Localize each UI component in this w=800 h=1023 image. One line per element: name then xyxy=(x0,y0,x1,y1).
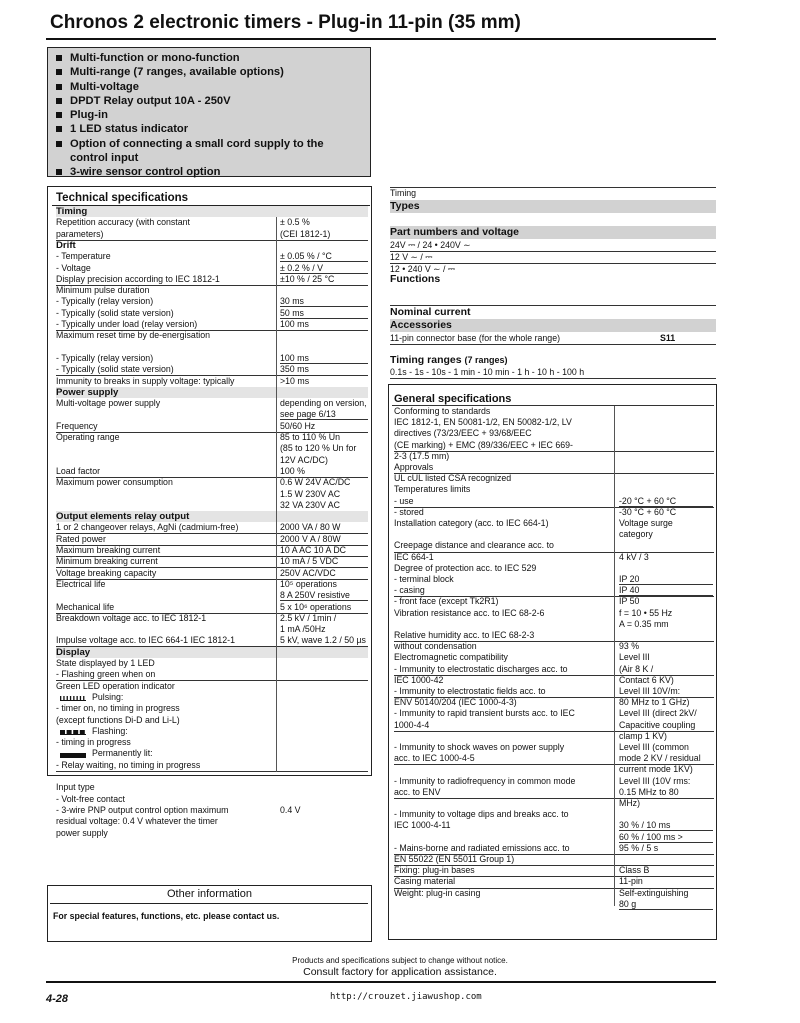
spec-value: Self-extinguishing xyxy=(619,887,689,898)
spec-row xyxy=(56,330,368,341)
spec-row xyxy=(394,887,714,898)
other-information-text: For special features, functions, etc. please contact us. xyxy=(53,911,280,921)
page-title: Chronos 2 electronic timers - Plug-in 11-pin (35 mm) xyxy=(50,12,521,33)
types-heading: Types xyxy=(390,200,716,213)
spec-value: see page 6/13 xyxy=(280,409,368,420)
spec-value: (CEI 1812-1) xyxy=(280,228,331,239)
spec-row xyxy=(56,342,368,353)
spec-value: 30 ms xyxy=(280,296,368,307)
spec-label: Maximum reset time by de-energisation xyxy=(56,330,211,341)
spec-label: Minimum breaking current xyxy=(56,556,158,567)
spec-row xyxy=(394,798,714,808)
voltage-option: 12 V ∼ / ⎓ xyxy=(390,252,716,264)
spec-label: - Typically (relay version) xyxy=(56,352,154,363)
spec-label: Load factor xyxy=(56,465,101,476)
spec-label: - Temperature xyxy=(56,251,111,262)
spec-label: Input type xyxy=(56,782,95,793)
spec-value: -30 °C + 60 °C xyxy=(619,506,677,517)
spec-label: Fixing: plug-in bases xyxy=(394,865,475,876)
spec-value: A = 0.35 mm xyxy=(619,618,669,629)
spec-label: Creepage distance and clearance acc. to xyxy=(394,540,554,551)
spec-row xyxy=(56,579,368,590)
spec-value: 32 VA 230V AC xyxy=(280,499,340,510)
spec-label: IEC 664-1 xyxy=(394,551,434,562)
spec-value: 85 to 110 % Un xyxy=(280,432,340,442)
spec-row xyxy=(56,794,368,805)
spec-row xyxy=(56,522,368,534)
column-divider xyxy=(276,217,277,772)
spec-label: Minimum pulse duration xyxy=(56,285,150,296)
technical-specifications-title: Technical specifications xyxy=(56,192,189,204)
spec-value: Level III (10V rms: xyxy=(619,775,691,786)
spec-row xyxy=(56,669,368,681)
spec-label: - Immunity to voltage dips and breaks acc. to xyxy=(394,809,569,820)
spec-label: EN 55022 (EN 55011 Group 1) xyxy=(394,854,515,864)
spec-row xyxy=(394,865,714,876)
spec-value: 10 mA / 5 VDC xyxy=(280,556,339,567)
spec-value: category xyxy=(619,529,653,540)
timing-ranges-values: 0.1s - 1s - 10s - 1 min - 10 min - 1 h - 10 h - 100 h xyxy=(390,367,716,379)
spec-label: Output elements relay output xyxy=(56,511,190,523)
spec-label: directives (73/23/EEC + 93/68/EEC xyxy=(394,428,532,439)
spec-row xyxy=(56,353,368,364)
spec-label: IEC 1812-1, EN 50081-1/2, EN 50082-1/2, LV xyxy=(394,417,572,428)
spec-value: 100 ms xyxy=(280,319,309,329)
spec-label: - Immunity to shock waves on power supply xyxy=(394,742,565,752)
spec-label: - front face (except Tk2R1) xyxy=(394,596,499,607)
spec-row xyxy=(56,658,368,669)
spec-row xyxy=(56,556,368,568)
accessory-description: 11-pin connector base (for the whole range) xyxy=(390,333,561,343)
spec-row xyxy=(56,602,368,614)
spec-label: Electromagnetic compatibility xyxy=(394,652,508,663)
spec-label: residual voltage: 0.4 V whatever the timer xyxy=(56,816,218,827)
spec-value: IP 40 xyxy=(619,585,713,596)
spec-value: Level III (common xyxy=(619,742,689,752)
spec-value: 2000 V A / 80W xyxy=(280,533,341,544)
title-rule xyxy=(46,38,716,40)
spec-value: ± 0.2 % / V xyxy=(280,263,368,274)
spec-row xyxy=(394,596,714,607)
spec-row xyxy=(56,489,368,500)
page-number: 4-28 xyxy=(46,993,69,1005)
spec-row xyxy=(394,764,714,775)
feature-item: Multi-function or mono-function xyxy=(54,51,364,65)
divider xyxy=(390,187,716,188)
spec-label: Immunity to breaks in supply voltage: typically xyxy=(56,375,235,386)
spec-row xyxy=(56,816,368,827)
spec-label: - timer on, no timing in progress xyxy=(56,703,180,714)
spec-row xyxy=(394,551,714,562)
spec-label: - Immunity to electrostatic discharges acc. to xyxy=(394,663,568,674)
spec-value: ± 0.5 % xyxy=(280,217,310,228)
spec-value: 4 kV / 3 xyxy=(619,551,649,562)
spec-value: 80 MHz to 1 GHz) xyxy=(619,697,690,708)
spec-value: 1.5 W 230V AC xyxy=(280,488,341,499)
spec-label: - Typically (solid state version) xyxy=(56,364,174,375)
spec-row xyxy=(56,828,368,839)
spec-row xyxy=(394,876,714,887)
spec-value: 2000 VA / 80 W xyxy=(280,522,341,533)
spec-label: 1000-4-4 xyxy=(394,719,430,730)
spec-label: UL cUL listed CSA recognized xyxy=(394,473,512,484)
spec-label: acc. to IEC 1000-4-5 xyxy=(394,753,475,764)
footer-url: http://crouzet.jiawushop.com xyxy=(330,992,482,1002)
spec-label: - Relay waiting, no timing in progress xyxy=(56,759,201,770)
spec-row xyxy=(56,251,368,262)
spec-value: Capacitive coupling xyxy=(619,719,696,730)
spec-label: Maximum breaking current xyxy=(56,545,161,555)
spec-label: - Typically under load (relay version) xyxy=(56,319,198,329)
spec-row xyxy=(56,568,368,580)
voltage-option: 12 • 240 V ∼ / ⎓ xyxy=(390,264,455,274)
feature-item: DPDT Relay output 10A - 250V xyxy=(54,94,364,108)
spec-value: 250V AC/VDC xyxy=(280,567,336,578)
spec-label: Maximum power consumption xyxy=(56,477,173,488)
spec-row xyxy=(56,296,368,307)
spec-label: - Flashing green when on xyxy=(56,669,156,680)
spec-value: mode 2 KV / residual xyxy=(619,753,701,764)
spec-row xyxy=(56,263,368,274)
spec-row xyxy=(56,624,368,635)
spec-row xyxy=(394,730,714,741)
spec-label: - Typically (relay version) xyxy=(56,296,154,307)
spec-label: - use xyxy=(394,495,414,506)
spec-label: State displayed by 1 LED xyxy=(56,658,155,668)
spec-row xyxy=(56,590,368,601)
feature-item: control input xyxy=(70,152,139,165)
spec-row xyxy=(394,697,714,708)
spec-row xyxy=(56,715,368,726)
led-solid-icon xyxy=(60,751,88,758)
spec-row xyxy=(56,692,368,703)
other-information-title: Other information xyxy=(167,888,252,900)
spec-label: Temperatures limits xyxy=(394,484,471,495)
spec-label: Rated power xyxy=(56,533,106,544)
spec-value: Level III xyxy=(619,652,650,663)
spec-row xyxy=(56,274,368,286)
feature-item: Multi-range (7 ranges, available options) xyxy=(54,65,364,79)
spec-value: Level III 10V/m: xyxy=(619,686,681,696)
spec-label: Display precision according to IEC 1812-1 xyxy=(56,273,220,284)
spec-label: - timing in progress xyxy=(56,737,131,748)
spec-value: 0.6 W 24V AC/DC xyxy=(280,477,351,488)
led-flash-icon xyxy=(60,728,88,735)
spec-label: Relative humidity acc. to IEC 68-2-3 xyxy=(394,630,535,640)
spec-value: -20 °C + 60 °C xyxy=(619,496,713,507)
spec-value: Voltage surge xyxy=(619,518,673,528)
spec-row xyxy=(56,635,368,647)
spec-label: parameters) xyxy=(56,228,104,239)
spec-label: ENV 50140/204 (IEC 1000-4-3) xyxy=(394,697,517,708)
accessory-code: S11 xyxy=(660,333,676,343)
feature-item: Option of connecting a small cord supply to the xyxy=(54,137,364,151)
spec-label: - Typically (solid state version) xyxy=(56,307,174,318)
led-pulse-icon xyxy=(60,694,88,701)
spec-label-text: Permanently lit: xyxy=(92,748,153,759)
footer-contact: Consult factory for application assistance. xyxy=(303,966,497,978)
spec-label-text: Pulsing: xyxy=(92,691,124,702)
spec-value: 0.4 V xyxy=(280,804,301,815)
spec-value: (85 to 120 % Un for xyxy=(280,443,357,454)
spec-label: - Volt-free contact xyxy=(56,793,125,804)
spec-row xyxy=(56,500,368,511)
spec-row xyxy=(56,285,368,296)
spec-value: MHz) xyxy=(619,798,641,808)
spec-label xyxy=(60,726,128,737)
spec-value: IP 50 xyxy=(619,596,640,607)
spec-row xyxy=(56,545,368,557)
spec-label xyxy=(60,748,153,759)
spec-label: Degree of protection acc. to IEC 529 xyxy=(394,562,537,573)
spec-row xyxy=(56,364,368,376)
spec-value: Level III (direct 2kV/ xyxy=(619,708,697,719)
spec-value: IP 20 xyxy=(619,574,713,585)
spec-label: Power supply xyxy=(56,386,119,398)
spec-row xyxy=(56,703,368,714)
spec-value: 10⁵ operations xyxy=(280,578,337,589)
spec-row xyxy=(56,319,368,331)
spec-label: acc. to ENV xyxy=(394,786,441,797)
spec-row xyxy=(394,674,714,685)
spec-row xyxy=(56,771,368,782)
spec-label: 2-3 (17.5 mm) xyxy=(394,450,450,461)
spec-label: - Immunity to electrostatic fields acc. to xyxy=(394,686,546,696)
spec-label: (CE marking) + EMC (89/336/EEC + IEC 669- xyxy=(394,439,573,450)
spec-label: - stored xyxy=(394,506,424,517)
spec-value: 50 ms xyxy=(280,308,368,319)
spec-value: 5 kV, wave 1.2 / 50 µs xyxy=(280,635,366,646)
spec-label: - Immunity to rapid transient bursts acc. to IEC xyxy=(394,708,575,719)
spec-row xyxy=(56,737,368,748)
spec-label xyxy=(60,692,123,703)
spec-row xyxy=(394,854,714,864)
spec-row xyxy=(56,748,368,759)
spec-value: 1 mA /50Hz xyxy=(280,624,326,635)
spec-value: 60 % / 100 ms > xyxy=(619,832,713,843)
spec-label: Repetition accuracy (with constant xyxy=(56,217,190,228)
timing-label: Timing xyxy=(390,188,417,198)
spec-row xyxy=(56,240,368,251)
spec-label: Breakdown voltage acc. to IEC 1812-1 xyxy=(56,612,207,623)
feature-item: 1 LED status indicator xyxy=(54,122,364,136)
spec-value: ± 0.05 % / °C xyxy=(280,251,368,262)
spec-row xyxy=(56,681,368,692)
spec-row xyxy=(56,477,368,488)
spec-value: 100 % xyxy=(280,465,305,476)
spec-value: 80 g xyxy=(619,899,713,910)
spec-label: Display xyxy=(56,646,91,658)
general-specifications-title: General specifications xyxy=(394,393,512,405)
spec-row xyxy=(56,760,368,772)
spec-value: >10 ms xyxy=(280,375,310,386)
spec-label: Casing material xyxy=(394,876,456,887)
spec-label: - Immunity to radiofrequency in common mode xyxy=(394,775,576,786)
spec-value: current mode 1KV) xyxy=(619,764,693,775)
timing-ranges-heading xyxy=(390,354,716,367)
spec-row xyxy=(56,726,368,737)
spec-label: power supply xyxy=(56,827,108,838)
spec-label: (except functions Di-D and Li-L) xyxy=(56,714,180,725)
spec-label: Electrical life xyxy=(56,578,106,589)
footer-note: Products and specifications subject to change without notice. xyxy=(292,956,508,965)
spec-value: depending on version, xyxy=(280,398,367,409)
spec-value: 2.5 kV / 1min / xyxy=(280,612,337,623)
spec-label: Weight: plug-in casing xyxy=(394,887,481,898)
spec-row xyxy=(56,613,368,624)
spec-row xyxy=(56,308,368,319)
spec-label: Multi-voltage power supply xyxy=(56,398,161,409)
functions-heading: Functions xyxy=(390,273,441,285)
spec-value: ±10 % / 25 °C xyxy=(280,273,335,284)
spec-label: - Voltage xyxy=(56,262,91,273)
spec-label: Mechanical life xyxy=(56,601,115,612)
spec-value: (Air 8 K / xyxy=(619,663,654,674)
column-divider xyxy=(614,406,615,906)
spec-value: Class B xyxy=(619,865,650,876)
spec-label: Approvals xyxy=(394,462,434,472)
spec-value: 350 ms xyxy=(280,364,309,375)
spec-value: 30 % / 10 ms xyxy=(619,820,713,831)
spec-label: Voltage breaking capacity xyxy=(56,567,157,578)
spec-row xyxy=(56,647,368,658)
nominal-current-heading: Nominal current xyxy=(390,306,471,318)
spec-row xyxy=(56,421,368,433)
spec-label-text: Flashing: xyxy=(92,725,128,736)
spec-row xyxy=(56,443,368,454)
spec-row xyxy=(56,466,368,478)
spec-label: Operating range xyxy=(56,432,120,442)
spec-row xyxy=(56,409,368,420)
spec-label: - Mains-borne and radiated emissions acc. to xyxy=(394,842,570,853)
spec-value: 8 A 250V resistive xyxy=(280,590,368,601)
spec-label: Green LED operation indicator xyxy=(56,680,175,691)
spec-row xyxy=(394,450,714,461)
feature-item: 3-wire sensor control option xyxy=(54,165,364,179)
spec-row xyxy=(56,376,368,388)
spec-value: 93 % xyxy=(619,641,640,652)
spec-label: IEC 1000-42 xyxy=(394,674,444,685)
spec-row xyxy=(56,534,368,546)
spec-row xyxy=(56,511,368,522)
part-numbers-heading: Part numbers and voltage xyxy=(390,226,716,239)
spec-value: 0.15 MHz to 80 xyxy=(619,786,679,797)
spec-label: without condensation xyxy=(394,641,477,652)
spec-value: 5 x 10⁶ operations xyxy=(280,601,352,612)
timing-ranges-count: (7 ranges) xyxy=(464,355,508,365)
spec-value: f = 10 • 55 Hz xyxy=(619,607,673,618)
spec-label: Installation category (acc. to IEC 664-1) xyxy=(394,518,549,528)
spec-value: 12V AC/DC) xyxy=(280,454,328,465)
spec-label: - casing xyxy=(394,585,425,596)
feature-item: Plug-in xyxy=(54,108,364,122)
spec-value: 10 A AC 10 A DC xyxy=(280,545,347,555)
features-box xyxy=(47,47,371,177)
spec-row xyxy=(394,641,714,652)
accessory-row xyxy=(390,333,716,345)
voltage-option: 24V ⎓ / 24 • 240V ∼ xyxy=(390,240,716,252)
spec-value: Contact 6 KV) xyxy=(619,674,674,685)
spec-label: Frequency xyxy=(56,420,98,431)
spec-row xyxy=(56,387,368,398)
spec-row xyxy=(56,398,368,409)
accessories-heading: Accessories xyxy=(390,319,716,332)
footer-rule xyxy=(46,981,716,983)
spec-row xyxy=(394,473,714,484)
spec-row xyxy=(56,805,368,816)
spec-value: 50/60 Hz xyxy=(280,420,316,431)
spec-value: clamp 1 KV) xyxy=(619,730,667,741)
spec-value: 11-pin xyxy=(619,876,643,887)
timing-ranges-title: Timing ranges xyxy=(390,354,462,366)
feature-item: Multi-voltage xyxy=(54,80,364,94)
spec-row xyxy=(56,217,368,228)
spec-row xyxy=(56,455,368,466)
divider xyxy=(50,903,368,904)
spec-row xyxy=(56,229,368,241)
spec-row xyxy=(56,432,368,443)
spec-row xyxy=(394,506,714,517)
spec-label: Drift xyxy=(56,239,76,251)
spec-value: 100 ms xyxy=(280,353,368,364)
spec-label: Timing xyxy=(56,206,88,217)
spec-row xyxy=(56,206,368,217)
spec-label: Conforming to standards xyxy=(394,406,491,416)
spec-label: Impulse voltage acc. to IEC 664-1 IEC 1812-1 xyxy=(56,635,235,646)
spec-label: IEC 1000-4-11 xyxy=(394,820,451,831)
spec-label: - 3-wire PNP output control option maximum xyxy=(56,804,229,815)
spec-label: Vibration resistance acc. to IEC 68-2-6 xyxy=(394,607,545,618)
spec-label: 1 or 2 changeover relays, AgNi (cadmium-free) xyxy=(56,522,239,533)
spec-row xyxy=(56,782,368,793)
spec-value: 95 % / 5 s xyxy=(619,842,659,853)
spec-label: - terminal block xyxy=(394,574,454,584)
